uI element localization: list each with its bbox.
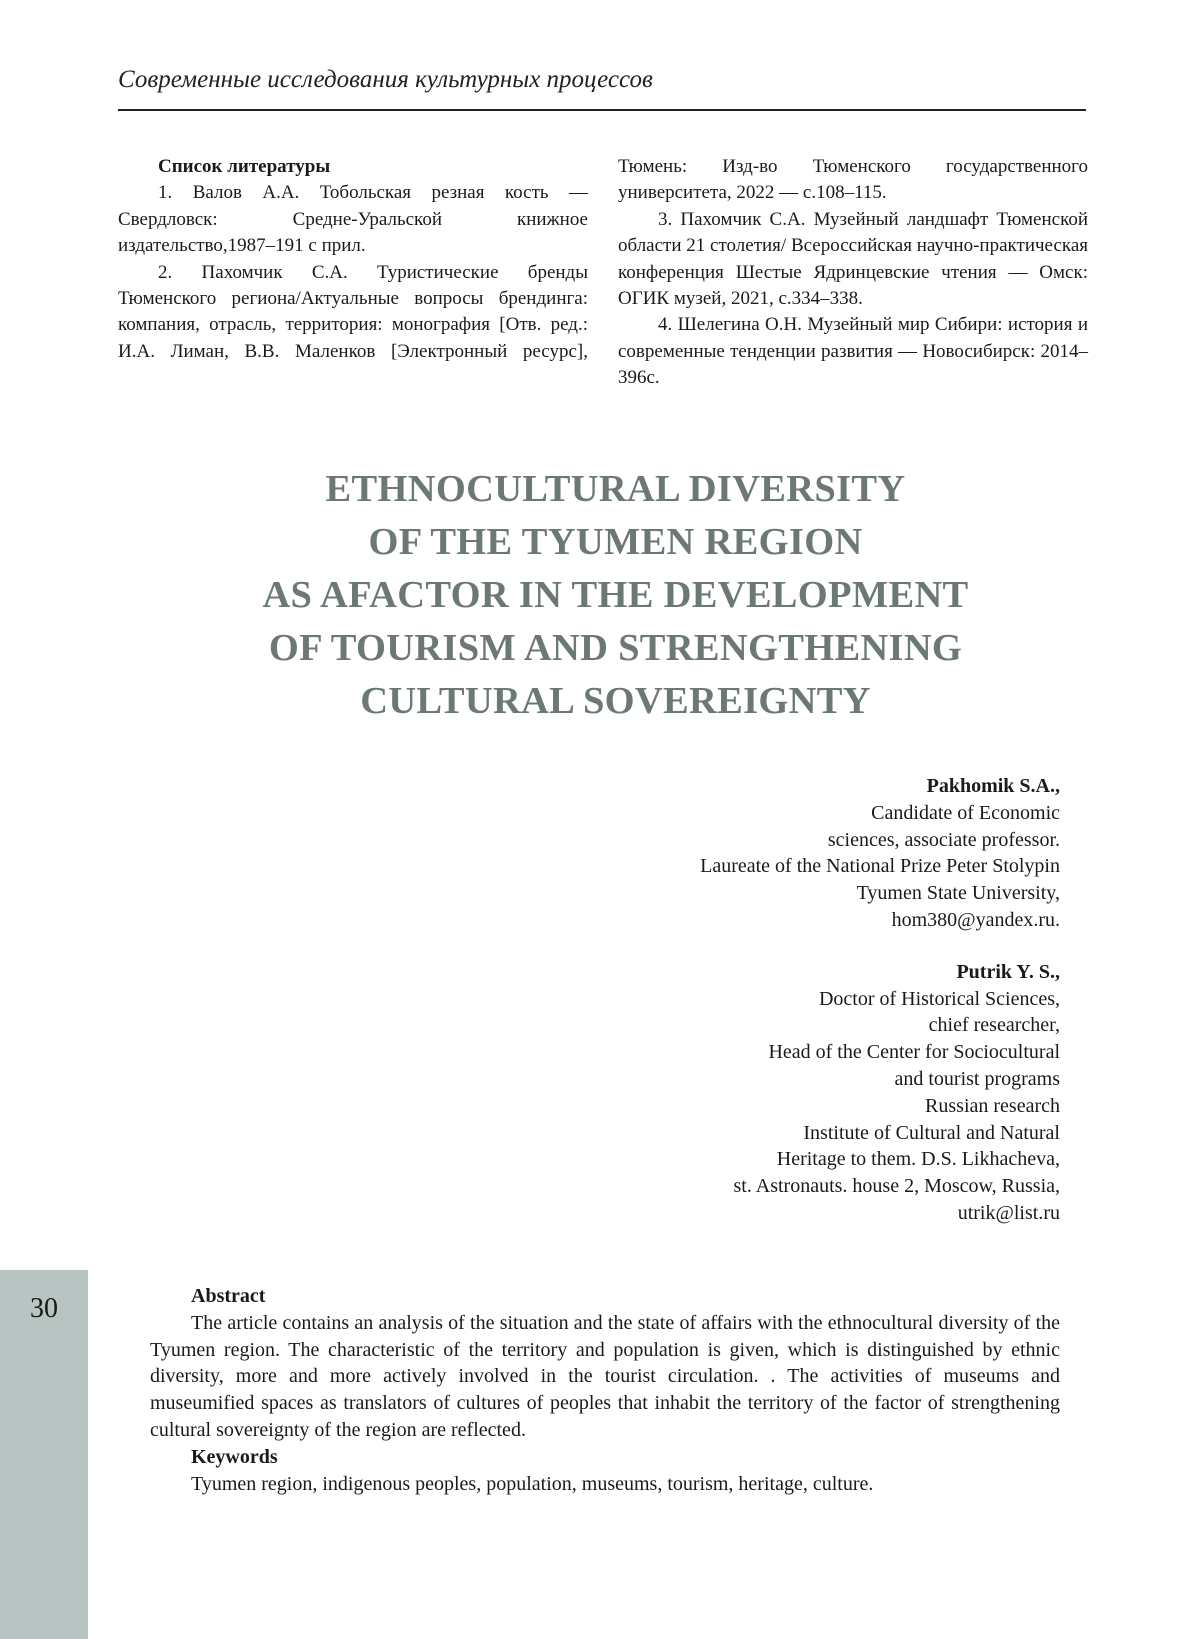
author-affiliation-line: chief researcher, [928,1014,1060,1037]
author-block [560,773,1060,934]
references-title: Список литературы [158,156,331,177]
author-affiliation-line: Russian research [925,1094,1060,1117]
header-rule [118,109,1086,111]
author-affiliation-line: Laureate of the National Prize Peter Stolypin [700,855,1060,878]
author-affiliation-line: st. Astronauts. house 2, Moscow, Russia, [733,1175,1060,1198]
abstract-section [150,1283,1060,1497]
author-name: Pakhomik S.A., [926,775,1060,797]
author-affiliation-line: Institute of Cultural and Natural [803,1121,1060,1144]
abstract-text: The article contains an analysis of the situation and the state of affairs with the ethnocultural diversity of the Tyumen region. The characteristic of the territory and population is given, which is distinguished by ethnic diversity, more and more actively involved in the tourist circulation. . The activities of museums and museumified spaces as translators of cultures of peoples that inhabit the territory of the factor of strengthening cultural sovereignty of the region are reflected. [150,1311,1060,1441]
title-line: CULTURAL SOVEREIGNTY [360,680,871,722]
author-affiliation-line: and tourist programs [894,1067,1060,1090]
author-affiliation-line: Heritage to them. D.S. Likhacheva, [776,1148,1060,1171]
abstract-label: Abstract [191,1285,266,1307]
keywords-label: Keywords [191,1445,278,1468]
author-block [560,959,1060,1227]
author-affiliation-line: sciences, associate professor. [827,828,1060,851]
author-email: utrik@list.ru [957,1201,1060,1224]
authors-section [560,773,1060,1252]
title-line: ETHNOCULTURAL DIVERSITY [325,468,906,510]
title-line: OF THE TYUMEN REGION [368,521,863,563]
keywords-text: Tyumen region, indigenous peoples, population, museums, tourism, heritage, culture. [191,1472,874,1495]
author-affiliation-line: Candidate of Economic [871,801,1060,824]
reference-item: 4. Шелегина О.Н. Музейный мир Сибири: история и современные тенденции развития — Новосибирск: 2014–396с. [618,314,1088,389]
article-title [118,463,1113,728]
title-line: OF TOURISM AND STRENGTHENING [268,627,963,669]
author-affiliation-line: Head of the Center for Sociocultural [768,1041,1060,1064]
author-affiliation-line: Doctor of Historical Sciences, [818,987,1060,1010]
references-section [118,154,1088,392]
page-number: 30 [30,1293,58,1324]
author-email: hom380@yandex.ru. [891,908,1060,931]
running-head: Современные исследования культурных процессов [118,66,653,93]
author-affiliation-line: Tyumen State University, [856,882,1060,905]
title-line: AS AFACTOR IN THE DEVELOPMENT [262,574,969,616]
author-name: Putrik Y. S., [956,960,1060,983]
page-side-bar [0,1270,88,1639]
reference-item: 2. Пахомчик С.А. Туристические бренды Тюменского региона/Актуальные вопросы брендинга: компания, отрасль, территория: монография [Отв. ред.: И.А. Лиман, В.В. Маленков [Электронный ресурс], Тюмень: Изд-во Тюменского государственного университета, 2022 — с.108–115. [118,156,1088,362]
reference-item: 1. Валов А.А. Тобольская резная кость — Свердловск: Средне-Уральской книжное издательство,1987–191 с прил. [118,182,588,257]
reference-item: 3. Пахомчик С.А. Музейный ландшафт Тюменской области 21 столетия/ Всероссийская научно-практическая конференция Шестые Ядринцевские чтения — Омск: ОГИК музей, 2021, с.334–338. [618,208,1088,310]
